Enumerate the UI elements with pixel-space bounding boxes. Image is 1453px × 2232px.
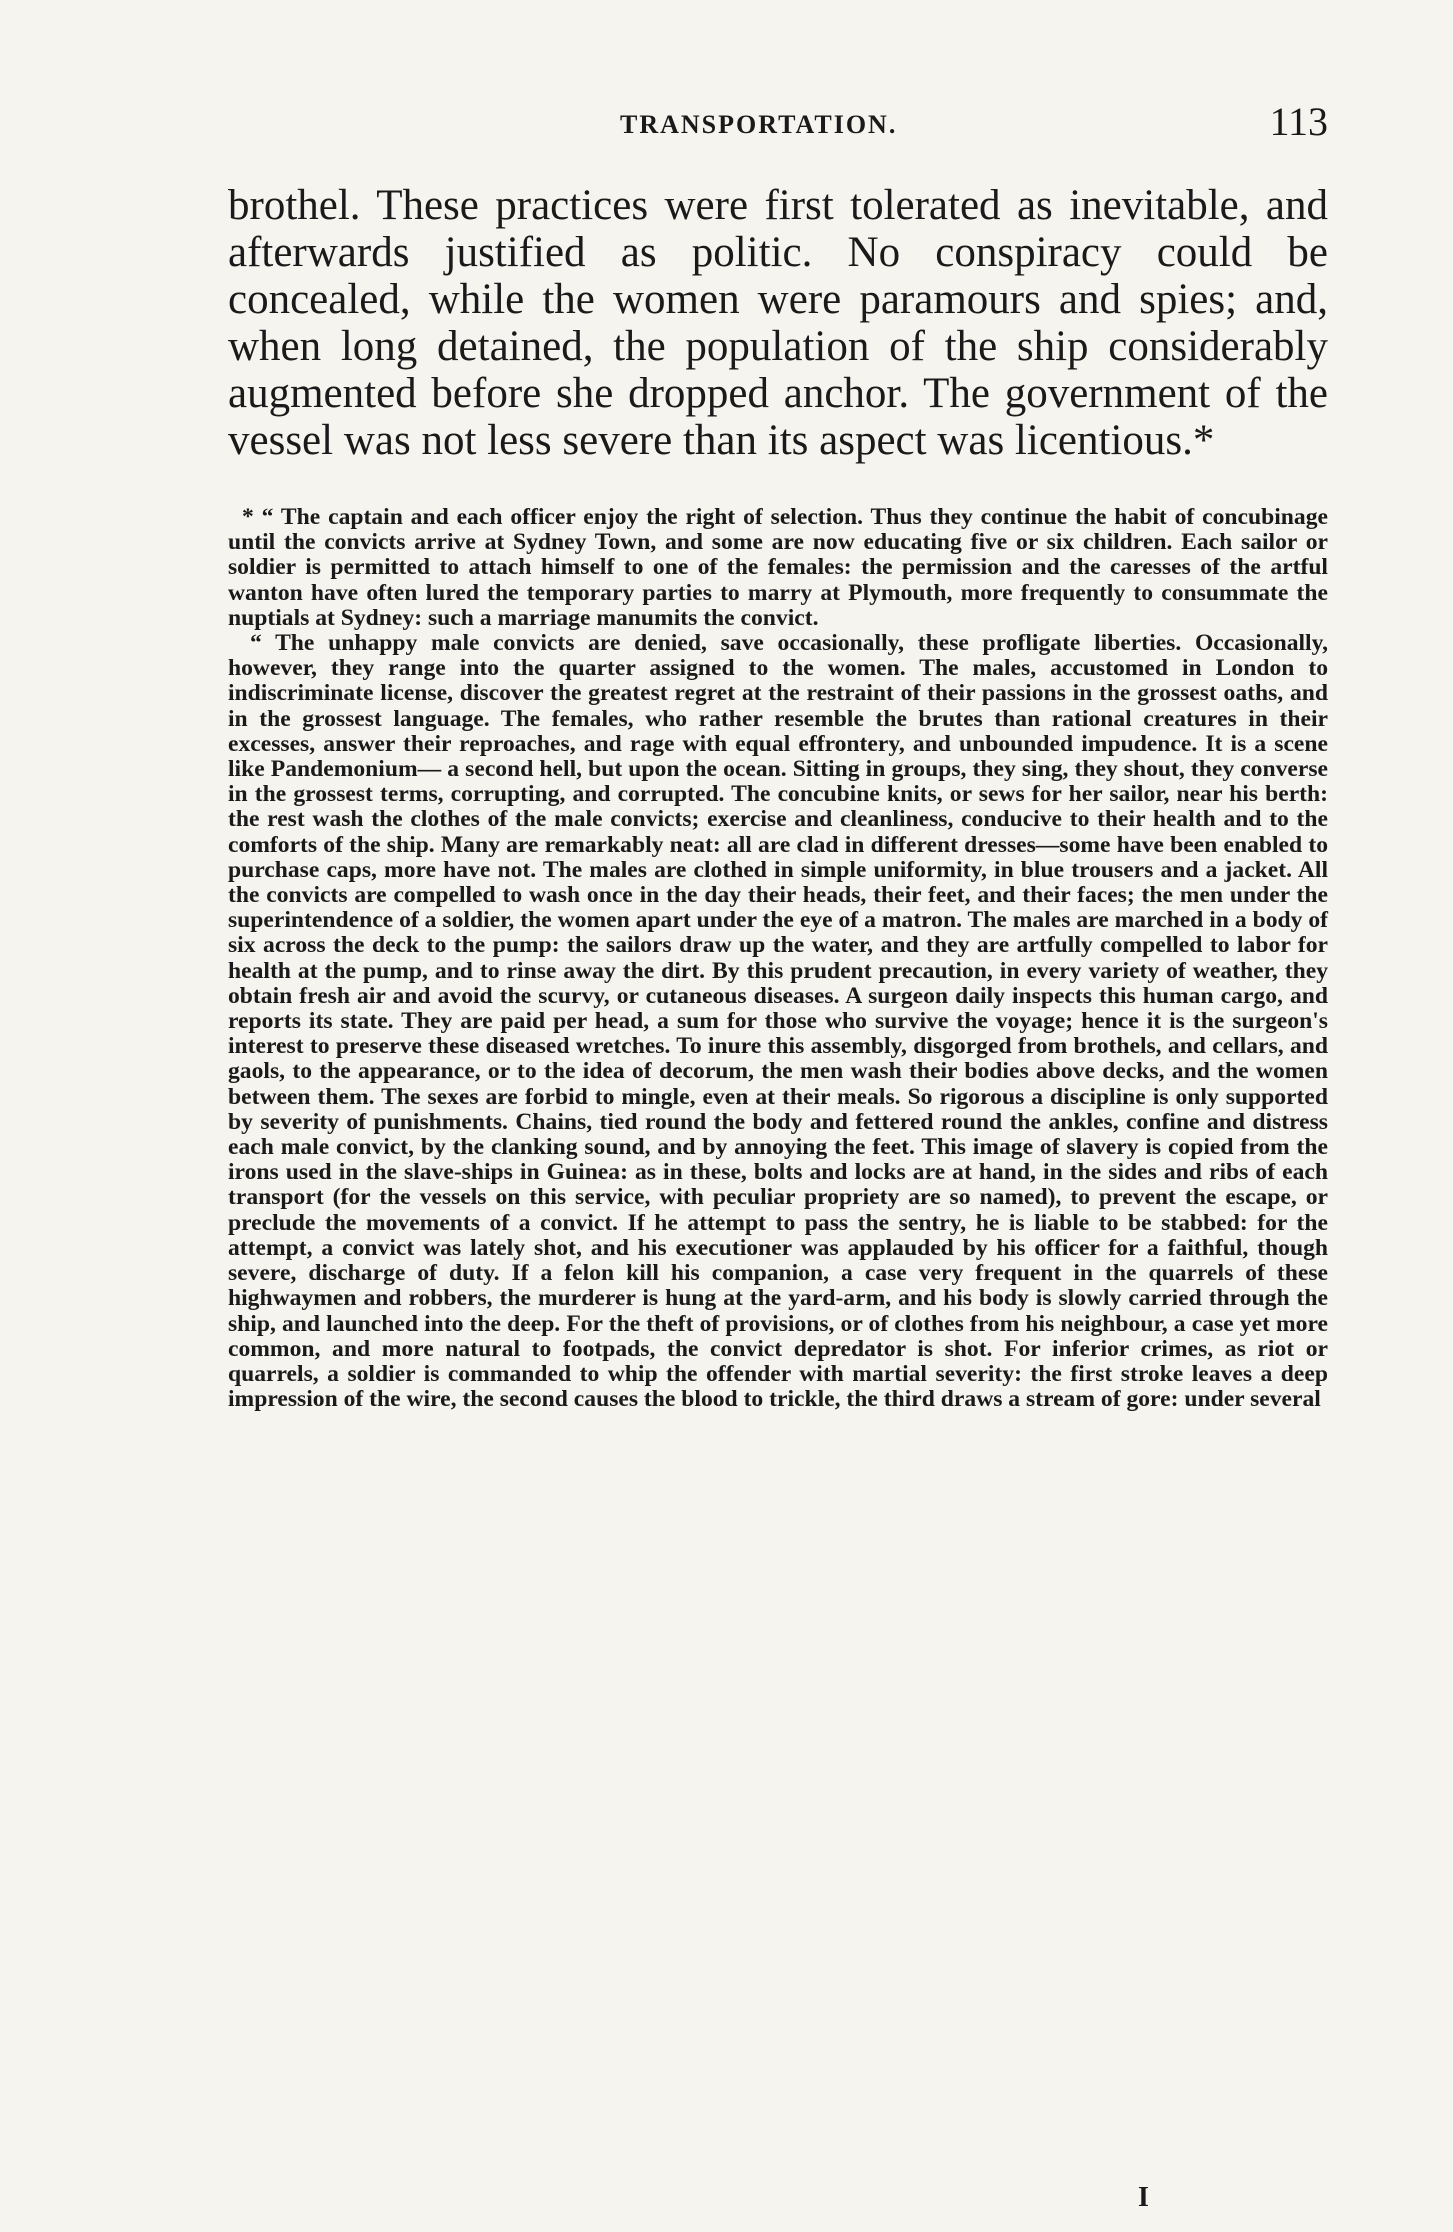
main-text: brothel. These practices were first tolerated as inevitable, and afterwards justified as politic. No conspiracy could be concealed, while the women were paramours and spies; and, when long detained, the population of the ship considerably augmented before she dropped anchor. The government of the vessel was not less severe than its aspect was licentious.* (228, 182, 1328, 464)
running-head: TRANSPORTATION. (620, 110, 898, 139)
footnote (228, 505, 1328, 1412)
page-number: 113 (1269, 99, 1328, 144)
signature-mark: I (1138, 2182, 1149, 2213)
footnote-paragraph-1: * “ The captain and each officer enjoy the right of selection. Thus they continue the habit of concubinage until the convicts arrive at Sydney Town, and some are now educating five or six children. Each sailor or soldier is permitted to attach himself to one of the females: the permission and the caresses of the artful wanton have often lured the temporary parties to marry at Plymouth, more frequently to consummate the nuptials at Sydney: such a marriage manumits the convict. (228, 504, 1328, 631)
page-header (228, 98, 1328, 158)
footnote-paragraph-2: “ The unhappy male convicts are denied, save occasionally, these profligate liberties. Occasionally, however, they range into the quarter assigned to the women. The males, accustomed in London to indiscriminate license, discover the greatest regret at the restraint of their passions in the grossest oaths, and in the grossest language. The females, who rather resemble the brutes than rational creatures in their excesses, answer their reproaches, and rage with equal effrontery, and unbounded impudence. It is a scene like Pandemonium— a second hell, but upon the ocean. Sitting in groups, they sing, they shout, they converse in the grossest terms, corrupting, and corrupted. The concubine knits, or sews for her sailor, near his berth: the rest wash the clothes of the male convicts; exercise and cleanliness, conducive to their health and to the comforts of the ship. Many are remarkably neat: all are clad in different dresses—some have been enabled to purchase caps, more have not. The males are clothed in simple uniformity, in blue trousers and a jacket. All the convicts are compelled to wash once in the day their heads, their feet, and their faces; the men under the superintendence of a soldier, the women apart under the eye of a matron. The males are marched in a body of six across the deck to the pump: the sailors draw up the water, and they are artfully compelled to labor for health at the pump, and to rinse away the dirt. By this prudent precaution, in every variety of weather, they obtain fresh air and avoid the scurvy, or cutaneous diseases. A surgeon daily inspects this human cargo, and reports its state. They are paid per head, a sum for those who survive the voyage; hence it is the surgeon's interest to preserve these diseased wretches. To inure this assembly, disgorged from brothels, and cellars, and gaols, to the appearance, or to the idea of decorum, the men wash their bodies above decks, and the women between them. The sexes are forbid to mingle, even at their meals. So rigorous a discipline is only supported by severity of punishments. Chains, tied round the body and fettered round the ankles, confine and distress each male convict, by the clanking sound, and by annoying the feet. This image of slavery is copied from the irons used in the slave-ships in Guinea: as in these, bolts and locks are at hand, in the sides and ribs of each transport (for the vessels on this service, with peculiar propriety are so named), to prevent the escape, or preclude the movements of a convict. If he attempt to pass the sentry, he is liable to be stabbed: for the attempt, a convict was lately shot, and his executioner was applauded by his officer for a faithful, though severe, discharge of duty. If a felon kill his companion, a case very frequent in the quarrels of these highwaymen and robbers, the murderer is hung at the yard-arm, and his body is slowly carried through the ship, and launched into the deep. For the theft of provisions, or of clothes from his neighbour, a case yet more common, and more natural to footpads, the convict depredator is shot. For inferior crimes, as riot or quarrels, a soldier is commanded to whip the offender with martial severity: the first stroke leaves a deep impression of the wire, the second causes the blood to trickle, the third draws a stream of gore: under several (228, 630, 1328, 1413)
